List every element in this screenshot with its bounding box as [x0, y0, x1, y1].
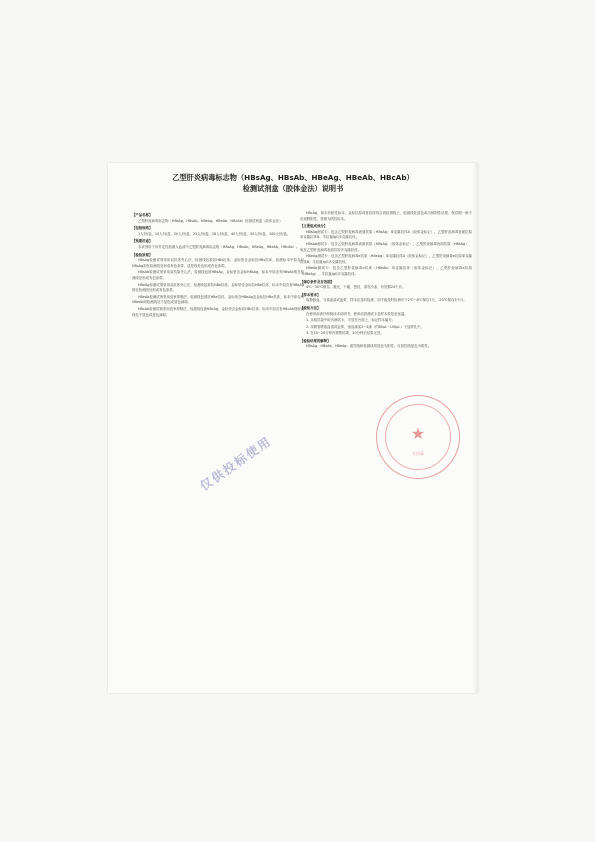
section-heading: 【包装规格】: [132, 226, 153, 231]
left-column: [132, 211, 304, 319]
section-paragraph: 乙型肝炎病毒标志物（HBsAg、HBsAb、HBeAg、HBeAb、HBcAb）检测试剂盒（胶体金法）: [138, 218, 283, 223]
section-heading: 【产品名称】: [132, 213, 153, 217]
section-paragraph: HBcAb检测试剂采用竞争抑制法，检测线包被HBcAg，金标垫含金标抗HBc抗体，标本中如含有HBcAb则检测线处不显色或显色减弱。: [132, 306, 304, 317]
section-paragraph: HBeAg检测试剂采用双抗体夹心法，检测线包被抗HBe抗体，金标垫含金标抗HBe抗体，标本中如含有HBeAg则在检测线处形成有色条带。: [132, 282, 304, 293]
seal-star-icon: ★: [410, 424, 426, 443]
section-heading: 【检验原理】: [132, 252, 153, 257]
section-paragraph: 2. 用吸管吸取血清或血浆，垂直滴加2~3滴（约80μL~100μL）于加样孔中。: [306, 324, 424, 329]
section-heading: 【预期用途】: [132, 239, 153, 244]
section-paragraph: 1. 从铝箔袋中取出测试卡，平放在台面上，标记样本编号。: [306, 318, 396, 323]
section-paragraph: HBcAg，如未有阳性标本，金标抗原或者抗体结合到检测线上，检测线处显色或出现阴性结果，保存期一般不出现假阳性，按照为阴性标本。: [300, 211, 472, 221]
section-paragraph: 4℃~30℃保存，避光，干燥，密封，请勿冷冻，有效期24个月。: [306, 285, 406, 290]
section-paragraph: 取静脉血，分离血清或血浆，样本应及时检测，如不能及时检测可于2℃~8℃保存7天，-20℃保存3个月。: [306, 298, 467, 303]
section-paragraph: HBsAg检测试剂采用双抗体夹心法，检测线包被抗HBs抗体，金标垫含金标抗HBs抗体，检测标本中如含有HBsAg则在检测线处形成有色条带，质控线处也形成有色条带。: [132, 258, 304, 268]
section-paragraph: 在使用前请仔细阅读本说明书，使用前将测试卡及样本恢复至室温。: [306, 311, 408, 316]
section-paragraph: 1人份/袋、10人份/盒、20人份/盒、25人份/盒、28人份/盒、40人份/盒、50人份/盒、100人份/盒。: [138, 231, 291, 236]
section-paragraph: HBeAb测试卡：包含乙型肝炎病毒e抗体（HBeAb）单克隆抗体（胶体金标记）、乙型肝炎病毒e抗原（HBeAg）、羊抗鼠IgG多克隆抗体。: [300, 266, 472, 276]
section-heading: 【储存条件及有效期】: [300, 279, 334, 284]
section-paragraph: HBsAg测试卡：包含乙型肝炎病毒表面抗原（HBsAg）单克隆抗体A（胶体金标记）、乙型肝炎病毒表面抗原单克隆抗体B、羊抗鼠IgG多克隆抗体。: [300, 229, 472, 240]
section-paragraph: 3. 在15~20分钟内观察结果，20分钟后结果无效。: [306, 331, 384, 336]
title-line-2: 检测试剂盒（胶体金法）说明书: [242, 184, 344, 193]
section-paragraph: HBsAg、HBsAb、HBeAg：质控线和检测线均显色为阳性；仅质控线显色为阴性。: [306, 344, 432, 349]
section-heading: 【主要组成成分】: [300, 224, 328, 229]
section-paragraph: HBsAb测试卡：包含乙型肝炎病毒表面抗原（HBsAg）（胶体金标记）、乙型肝炎病毒表面抗原（HBsAg）、兔抗乙型肝炎病毒表面抗原多克隆抗体。: [300, 241, 472, 252]
instruction-sheet: [108, 163, 478, 693]
section-heading: 【检验方法】: [300, 305, 321, 310]
section-paragraph: 本试剂用于体外定性检测人血清中乙型肝炎病毒标志物（HBsAg、HBsAb、HBeAg、HBeAb、HBcAb）。: [138, 244, 300, 249]
title-line-1: 乙型肝炎病毒标志物（HBsAg、HBsAb、HBeAg、HBeAb、HBcAb）: [172, 173, 414, 182]
section-paragraph: HBeAg测试卡：包含乙型肝炎病毒e抗原（HBeAg）单克隆抗体A（胶体金标记）、乙型肝炎病毒e抗原单克隆抗体B、羊抗鼠IgG多克隆抗体。: [300, 254, 472, 264]
section-heading: 【样本要求】: [300, 292, 321, 297]
section-paragraph: HBeAb检测试剂采用竞争抑制法，检测线包被抗HBe抗体，金标垫含HBeAg及金标抗HBe抗体，标本中如含有HBeAb则检测线处不显色或显色减弱。: [132, 294, 304, 305]
right-column: [300, 211, 472, 351]
official-seal: [376, 395, 460, 479]
seal-text: 专用章: [412, 451, 424, 456]
watermark: 仅供投标使用: [197, 433, 275, 494]
section-paragraph: HBsAb检测试剂采用双抗原夹心法，检测线包被HBsAg，金标垫含金标HBsAg，标本中如含有HBsAb则在检测线处形成有色条带。: [132, 270, 304, 280]
section-heading: 【检验结果的解释】: [300, 338, 331, 343]
scan-shadow: [472, 163, 478, 693]
